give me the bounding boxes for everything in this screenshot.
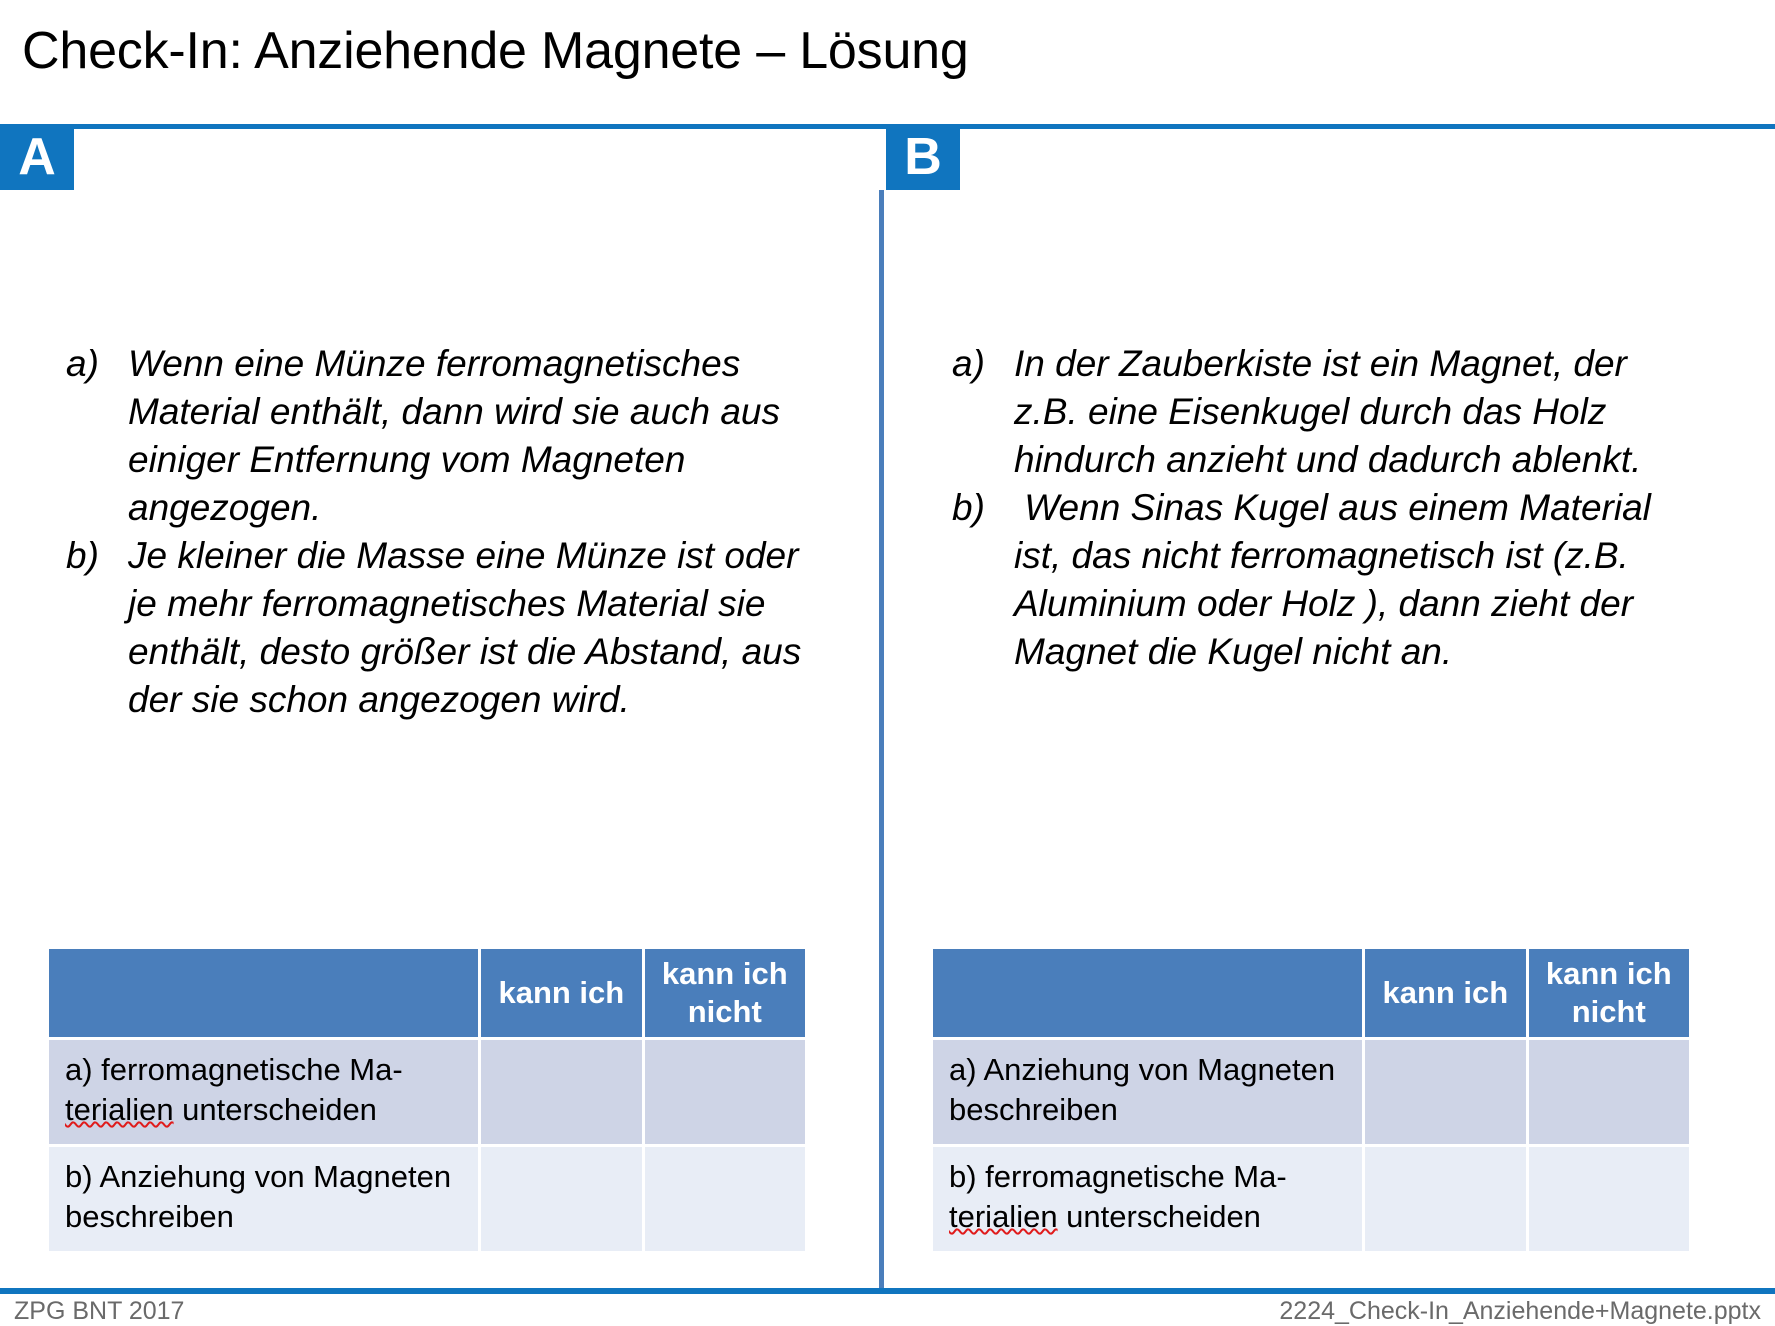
task-text-misspelled: terialien bbox=[949, 1199, 1058, 1234]
task-text-misspelled: terialien bbox=[65, 1092, 174, 1127]
column-badge-b: B bbox=[886, 124, 960, 190]
table-header-can: kann ich bbox=[1365, 949, 1525, 1037]
column-divider bbox=[879, 190, 884, 1290]
answer-marker: a) bbox=[952, 343, 985, 384]
footer-source-label: ZPG BNT 2017 bbox=[14, 1297, 185, 1325]
table-cell-task bbox=[933, 1147, 1362, 1251]
answer-text: Wenn eine Münze ferromagnetisches Material enthält, dann wird sie auch aus einiger Entfernung vom Magneten angezogen. bbox=[128, 343, 791, 528]
table-header-task bbox=[49, 949, 478, 1037]
table-cell-task bbox=[49, 1147, 478, 1251]
task-text-suffix: unterscheiden bbox=[173, 1092, 377, 1127]
table-cell-cannot[interactable] bbox=[645, 1040, 805, 1144]
table-row bbox=[933, 1040, 1689, 1144]
table-header-cannot: kann ich nicht bbox=[1529, 949, 1689, 1037]
answer-item bbox=[66, 532, 812, 724]
table-header-row bbox=[49, 949, 805, 1037]
answer-text: Wenn Sinas Kugel aus einem Material ist, das nicht ferromagnetisch ist (z.B. Aluminium oder Holz ), dann zieht der Magnet die Kugel nicht an. bbox=[1014, 487, 1662, 672]
table-cell-can[interactable] bbox=[1365, 1147, 1525, 1251]
answer-marker: b) bbox=[66, 535, 99, 576]
answer-item bbox=[66, 340, 806, 532]
footer-divider-rule bbox=[0, 1288, 1775, 1294]
self-check-table-b bbox=[930, 946, 1692, 1254]
table-cell-cannot[interactable] bbox=[1529, 1040, 1689, 1144]
table-cell-task bbox=[933, 1040, 1362, 1144]
table-header-task bbox=[933, 949, 1362, 1037]
task-text-suffix: unterscheiden bbox=[1057, 1199, 1261, 1234]
table-cell-can[interactable] bbox=[1365, 1040, 1525, 1144]
table-header-cannot: kann ich nicht bbox=[645, 949, 805, 1037]
answer-item bbox=[952, 484, 1692, 676]
answers-column-b bbox=[952, 340, 1692, 676]
answer-item bbox=[952, 340, 1692, 484]
table-cell-cannot[interactable] bbox=[645, 1147, 805, 1251]
table-row bbox=[49, 1147, 805, 1251]
table-cell-task bbox=[49, 1040, 478, 1144]
task-text-prefix: a) ferromagnetische Ma- bbox=[65, 1052, 403, 1087]
table-cell-can[interactable] bbox=[481, 1147, 641, 1251]
answer-text: Je kleiner die Masse eine Münze ist oder je mehr ferromagnetisches Material sie enthält, desto größer ist die Abstand, aus der sie schon angezogen wird. bbox=[128, 535, 812, 720]
table-cell-can[interactable] bbox=[481, 1040, 641, 1144]
task-text-prefix: b) Anziehung von Magneten beschreiben bbox=[65, 1159, 452, 1234]
answer-text: In der Zauberkiste ist ein Magnet, der z.B. eine Eisenkugel durch das Holz hindurch anzieht und dadurch ablenkt. bbox=[1014, 343, 1642, 480]
table-header-can: kann ich bbox=[481, 949, 641, 1037]
table-header-row bbox=[933, 949, 1689, 1037]
task-text-prefix: a) Anziehung von Magneten beschreiben bbox=[949, 1052, 1336, 1127]
column-badge-a: A bbox=[0, 124, 74, 190]
table-row bbox=[933, 1147, 1689, 1251]
footer-filename-label: 2224_Check-In_Anziehende+Magnete.pptx bbox=[1279, 1297, 1761, 1325]
task-text-prefix: b) ferromagnetische Ma- bbox=[949, 1159, 1287, 1194]
self-check-table-a bbox=[46, 946, 808, 1254]
answer-marker: b) bbox=[952, 487, 985, 528]
answers-column-a bbox=[66, 340, 812, 724]
page-title: Check-In: Anziehende Magnete – Lösung bbox=[22, 22, 969, 80]
table-cell-cannot[interactable] bbox=[1529, 1147, 1689, 1251]
table-row bbox=[49, 1040, 805, 1144]
answer-marker: a) bbox=[66, 343, 99, 384]
